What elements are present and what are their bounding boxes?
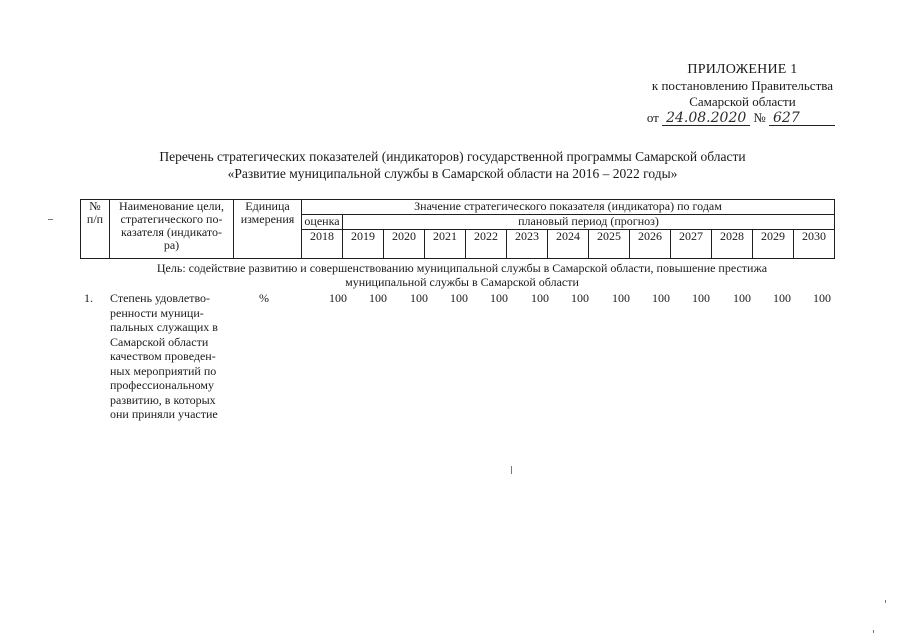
document-title	[0, 148, 905, 182]
scan-speck	[48, 219, 53, 220]
header-name-line4: ра)	[163, 238, 180, 252]
header-name-line1: Наименование цели,	[119, 199, 224, 213]
header-name-line2: стратегического по-	[120, 212, 223, 226]
scan-speck	[885, 600, 886, 603]
row-value: 100	[692, 291, 710, 305]
header-num	[81, 200, 110, 259]
row-number: 1.	[84, 291, 93, 305]
row-value: 100	[813, 291, 831, 305]
row-name-line: Степень удовлетво-	[110, 291, 211, 305]
header-year: 2027	[671, 230, 712, 259]
row-value: 100	[490, 291, 508, 305]
row-name-line: Самарской области	[110, 334, 209, 349]
goal-line1: Цель: содействие развитию и совершенствованию муниципальной службы в Самарской области, повышение престижа	[156, 261, 768, 275]
goal-line2: муниципальной службы в Самарской области	[345, 275, 579, 289]
indicators-table-header	[80, 199, 835, 259]
header-values-group: Значение стратегического показателя (индикатора) по годам	[302, 200, 835, 215]
number-label: №	[753, 110, 766, 125]
row-value: 100	[612, 291, 630, 305]
header-name	[110, 200, 234, 259]
row-value: 100	[410, 291, 428, 305]
header-unit-line1: Единица	[245, 199, 290, 213]
header-name-line3: казателя (индикато-	[121, 225, 222, 239]
document-title-line2: «Развитие муниципальной службы в Самарской области на 2016 – 2022 годы»	[227, 166, 678, 181]
appendix-line-region: Самарской области	[689, 94, 796, 109]
scan-speck	[511, 466, 512, 474]
row-name-line: профессиональному	[110, 378, 214, 392]
header-unit-line2: измерения	[240, 212, 295, 226]
row-name-line: развитию, в которых	[110, 392, 216, 407]
scan-speck	[873, 630, 874, 633]
header-year: 2021	[425, 230, 466, 259]
row-value: 100	[571, 291, 589, 305]
ot-label: от	[646, 110, 659, 125]
row-indicator-name	[110, 291, 228, 422]
appendix-dateline	[647, 110, 835, 126]
handwritten-date: 24.08.2020	[662, 111, 750, 126]
row-name-line: они приняли участие	[110, 407, 218, 421]
row-value: 100	[531, 291, 549, 305]
header-year: 2026	[630, 230, 671, 259]
row-unit: %	[259, 291, 269, 305]
row-name-line: пальных служащих в	[110, 320, 218, 334]
header-unit	[234, 200, 302, 259]
header-year: 2029	[753, 230, 794, 259]
header-year: 2020	[384, 230, 425, 259]
row-name-line: ренности муници-	[110, 305, 204, 320]
header-estimate: оценка	[302, 215, 343, 230]
header-year: 2018	[302, 230, 343, 259]
row-value: 100	[329, 291, 347, 305]
document-title-line1: Перечень стратегических показателей (индикаторов) государственной программы Самарской области	[159, 149, 746, 164]
row-name-line: ных мероприятий по	[110, 363, 217, 378]
goal-text	[80, 261, 844, 289]
header-year: 2028	[712, 230, 753, 259]
header-year: 2023	[507, 230, 548, 259]
header-num-line2: п/п	[86, 212, 104, 226]
row-name-line: качеством проведен-	[110, 349, 216, 363]
appendix-title: ПРИЛОЖЕНИЕ 1	[687, 62, 798, 77]
header-year: 2030	[794, 230, 835, 259]
handwritten-number: 627	[769, 111, 835, 126]
row-value: 100	[450, 291, 468, 305]
header-year: 2025	[589, 230, 630, 259]
row-value: 100	[773, 291, 791, 305]
row-value: 100	[369, 291, 387, 305]
row-value: 100	[733, 291, 751, 305]
header-year: 2019	[343, 230, 384, 259]
header-planned: плановый период (прогноз)	[343, 215, 835, 230]
header-year: 2022	[466, 230, 507, 259]
appendix-block	[652, 62, 833, 110]
header-num-line1: №	[89, 199, 101, 213]
appendix-line-resolution: к постановлению Правительства	[651, 78, 833, 93]
row-value: 100	[652, 291, 670, 305]
header-year: 2024	[548, 230, 589, 259]
